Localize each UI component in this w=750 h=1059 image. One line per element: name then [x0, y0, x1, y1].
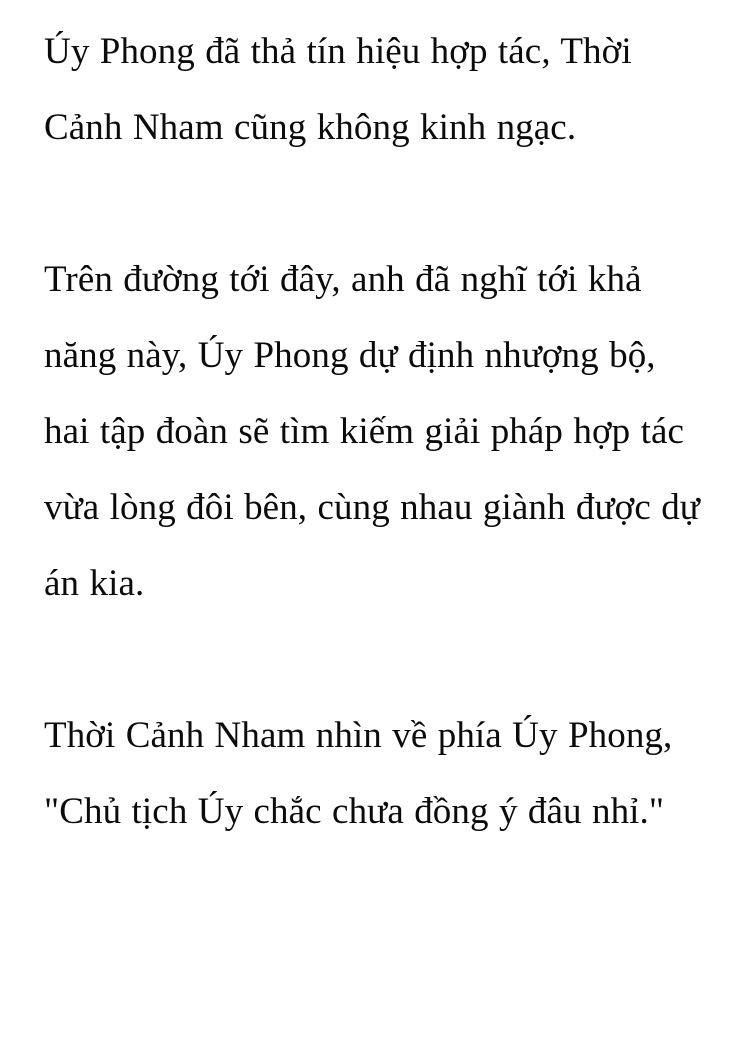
- paragraph-1: Úy Phong đã thả tín hiệu hợp tác, Thời Cảnh Nham cũng không kinh ngạc.: [44, 31, 632, 148]
- paragraph-2: Trên đường tới đây, anh đã nghĩ tới khả năng này, Úy Phong dự định nhượng bộ, hai tập đoàn sẽ tìm kiếm giải pháp hợp tác vừa lòng đôi bên, cùng nhau giành được dự án kia.: [44, 259, 700, 604]
- paragraph-3: Thời Cảnh Nham nhìn về phía Úy Phong, "Chủ tịch Úy chắc chưa đồng ý đâu nhỉ.": [44, 715, 673, 832]
